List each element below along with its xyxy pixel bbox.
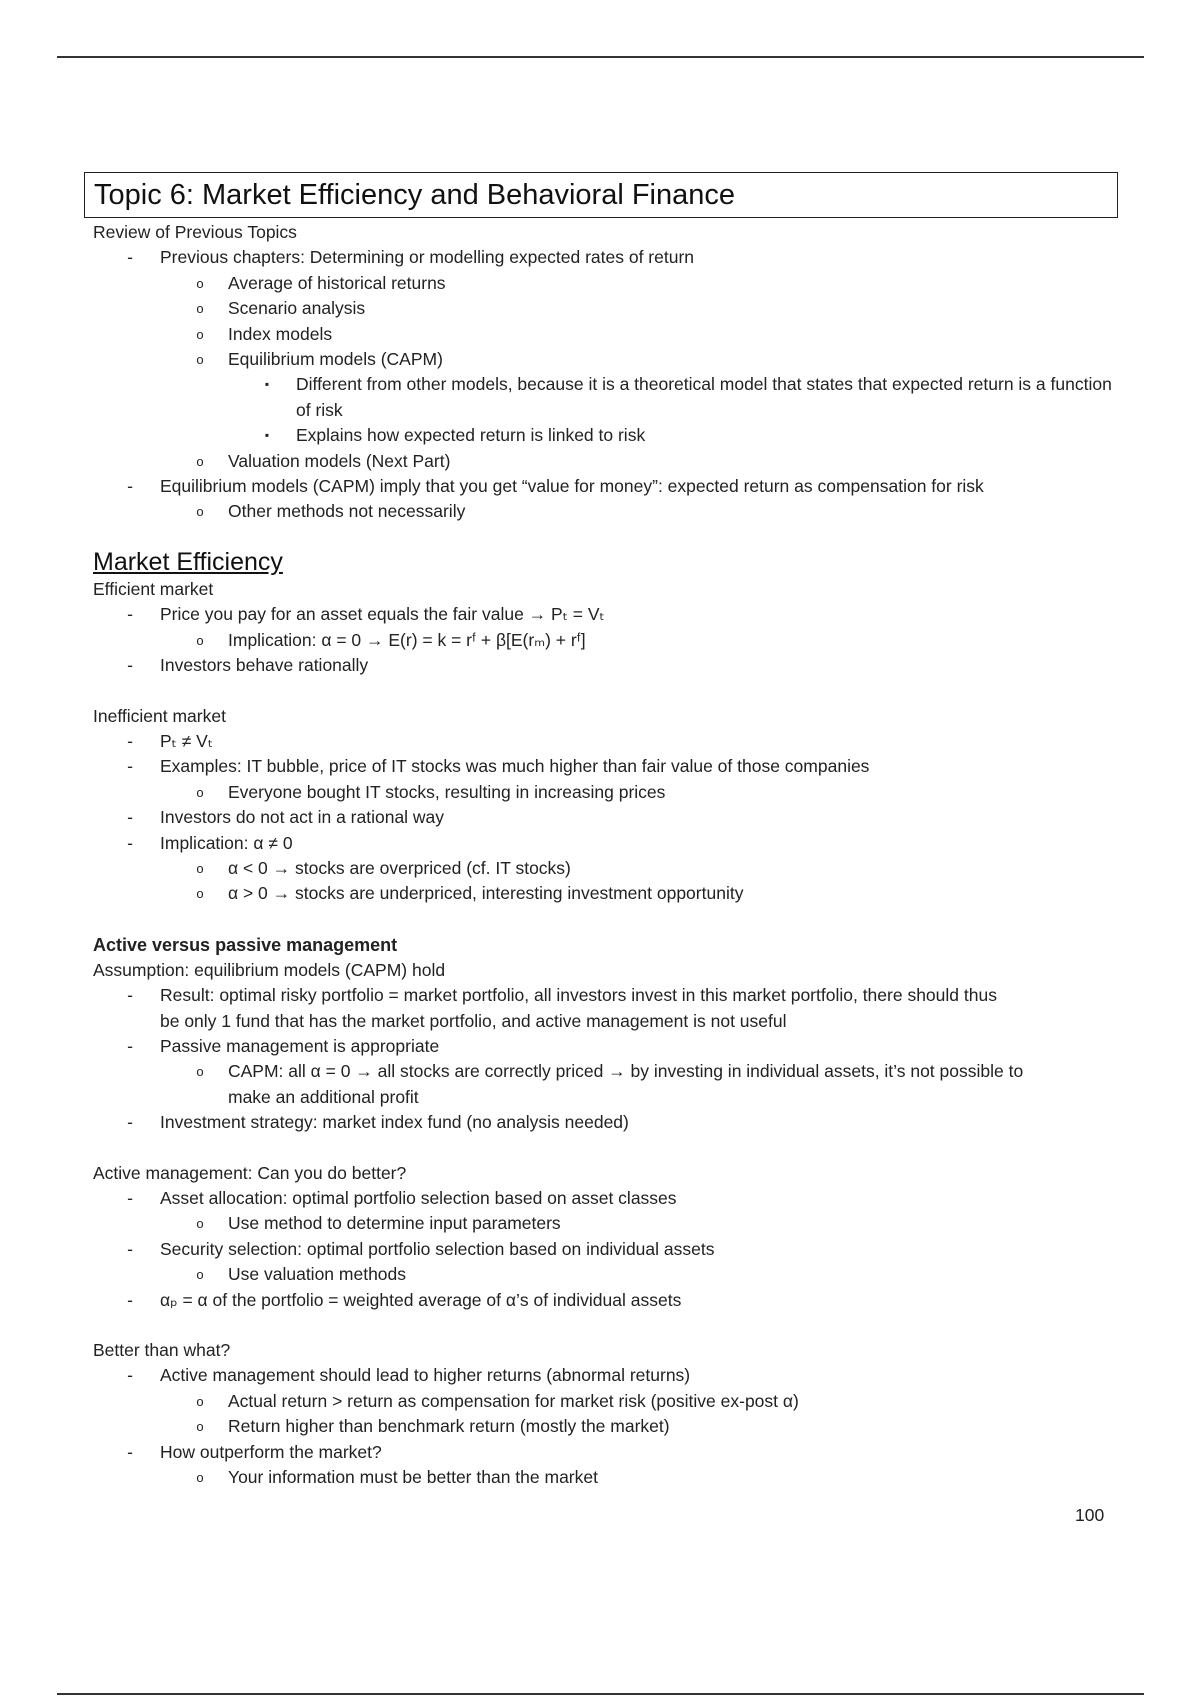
spacer bbox=[93, 1136, 1123, 1161]
dash-bullet: - bbox=[127, 476, 133, 497]
list-item: o CAPM: all α = 0 → all stocks are correctly priced → by investing in individual assets, it’s not possible to bbox=[93, 1059, 1123, 1084]
page-title: Topic 6: Market Efficiency and Behavioral Finance bbox=[84, 172, 1118, 218]
section-heading: Market Efficiency bbox=[93, 547, 283, 576]
list-item: - Previous chapters: Determining or modelling expected rates of return bbox=[93, 245, 1123, 270]
list-item: - Security selection: optimal portfolio selection based on individual assets bbox=[93, 1237, 1123, 1262]
list-item: - Implication: α ≠ 0 bbox=[93, 831, 1123, 856]
dash-bullet: - bbox=[127, 1188, 133, 1208]
dash-bullet: - bbox=[127, 985, 133, 1006]
dash-bullet: - bbox=[127, 832, 133, 853]
dash-bullet: - bbox=[127, 1035, 133, 1056]
page-number: 100 bbox=[1075, 1505, 1105, 1525]
list-item: - Examples: IT bubble, price of IT stocks was much higher than fair value of those companies bbox=[93, 754, 1123, 779]
circle-bullet: o bbox=[196, 1419, 204, 1435]
list-item: - Result: optimal risky portfolio = market portfolio, all investors invest in this market portfolio, there should thus bbox=[93, 983, 1123, 1008]
subsection-heading: Active versus passive management bbox=[93, 934, 398, 955]
circle-bullet: o bbox=[196, 784, 204, 800]
list-item: o Index models bbox=[93, 322, 1123, 347]
subsection-heading: Efficient market bbox=[93, 578, 214, 599]
list-item: o Valuation models (Next Part) bbox=[93, 449, 1123, 474]
list-item: o Scenario analysis bbox=[93, 296, 1123, 321]
assumption-text: Assumption: equilibrium models (CAPM) hold bbox=[93, 959, 446, 980]
dash-bullet: - bbox=[127, 604, 133, 625]
list-item: o Actual return > return as compensation for market risk (positive ex-post α) bbox=[93, 1389, 1123, 1414]
list-item: o Everyone bought IT stocks, resulting in increasing prices bbox=[93, 780, 1123, 805]
list-item: ▪ Explains how expected return is linked to risk bbox=[93, 423, 1123, 448]
square-bullet: ▪ bbox=[264, 377, 270, 392]
circle-bullet: o bbox=[196, 1064, 204, 1080]
dash-bullet: - bbox=[127, 1441, 133, 1462]
circle-bullet: o bbox=[196, 1393, 204, 1409]
list-item: o Equilibrium models (CAPM) bbox=[93, 347, 1123, 372]
list-item: o Implication: α = 0 → E(r) = k = rᶠ + β[E(rₘ) + rᶠ] bbox=[93, 628, 1123, 653]
list-item: - Active management should lead to higher returns (abnormal returns) bbox=[93, 1363, 1123, 1388]
list-item: ▪ Different from other models, because it is a theoretical model that states that expected return is a function of risk bbox=[93, 372, 1123, 423]
circle-bullet: o bbox=[196, 1267, 204, 1283]
spacer bbox=[93, 1313, 1123, 1338]
list-item: - Pₜ ≠ Vₜ bbox=[93, 729, 1123, 754]
dash-bullet: - bbox=[127, 730, 133, 751]
circle-bullet: o bbox=[196, 453, 204, 469]
list-item: - Asset allocation: optimal portfolio selection based on asset classes bbox=[93, 1186, 1123, 1211]
list-item: - Investment strategy: market index fund (no analysis needed) bbox=[93, 1110, 1123, 1135]
circle-bullet: o bbox=[196, 1470, 204, 1486]
review-heading: Review of Previous Topics bbox=[93, 222, 297, 242]
circle-bullet: o bbox=[196, 301, 204, 317]
circle-bullet: o bbox=[196, 1216, 204, 1232]
dash-bullet: - bbox=[127, 247, 133, 268]
list-item: - How outperform the market? bbox=[93, 1440, 1123, 1465]
dash-bullet: - bbox=[127, 1289, 133, 1310]
list-item: o Other methods not necessarily bbox=[93, 499, 1123, 524]
circle-bullet: o bbox=[196, 326, 204, 342]
dash-bullet: - bbox=[127, 756, 133, 777]
list-item: o Use valuation methods bbox=[93, 1262, 1123, 1287]
circle-bullet: o bbox=[196, 860, 204, 876]
subsection-heading: Active management: Can you do better? bbox=[93, 1162, 407, 1183]
dash-bullet: - bbox=[127, 1112, 133, 1133]
dash-bullet: - bbox=[127, 807, 133, 828]
list-item: - Equilibrium models (CAPM) imply that you get “value for money”: expected return as compensation for risk bbox=[93, 474, 1123, 499]
list-item: - αₚ = α of the portfolio = weighted average of α’s of individual assets bbox=[93, 1288, 1123, 1313]
document-body bbox=[93, 220, 1123, 1490]
circle-bullet: o bbox=[196, 352, 204, 368]
list-item: o Your information must be better than the market bbox=[93, 1465, 1123, 1490]
list-item-continuation: be only 1 fund that has the market portfolio, and active management is not useful bbox=[160, 1010, 787, 1031]
square-bullet: ▪ bbox=[264, 428, 270, 443]
list-item: - Passive management is appropriate bbox=[93, 1034, 1123, 1059]
list-item-continuation: make an additional profit bbox=[228, 1086, 419, 1107]
list-item: o α > 0 → stocks are underpriced, interesting investment opportunity bbox=[93, 881, 1123, 906]
dash-bullet: - bbox=[127, 1238, 133, 1259]
circle-bullet: o bbox=[196, 504, 204, 520]
list-item: o Return higher than benchmark return (mostly the market) bbox=[93, 1414, 1123, 1439]
list-item: - Investors behave rationally bbox=[93, 653, 1123, 678]
dash-bullet: - bbox=[127, 1365, 133, 1386]
list-item: - Price you pay for an asset equals the fair value → Pₜ = Vₜ bbox=[93, 602, 1123, 627]
dash-bullet: - bbox=[127, 655, 133, 676]
circle-bullet: o bbox=[196, 275, 204, 291]
footer-rule bbox=[57, 1693, 1144, 1695]
spacer bbox=[93, 679, 1123, 704]
subsection-heading: Inefficient market bbox=[93, 705, 226, 726]
circle-bullet: o bbox=[196, 632, 204, 648]
list-item: - Investors do not act in a rational way bbox=[93, 805, 1123, 830]
circle-bullet: o bbox=[196, 886, 204, 902]
list-item: o Average of historical returns bbox=[93, 271, 1123, 296]
list-item: o Use method to determine input parameters bbox=[93, 1211, 1123, 1236]
spacer bbox=[93, 907, 1123, 932]
header-rule bbox=[57, 56, 1144, 58]
subsection-heading: Better than what? bbox=[93, 1340, 231, 1361]
list-item: o α < 0 → stocks are overpriced (cf. IT stocks) bbox=[93, 856, 1123, 881]
